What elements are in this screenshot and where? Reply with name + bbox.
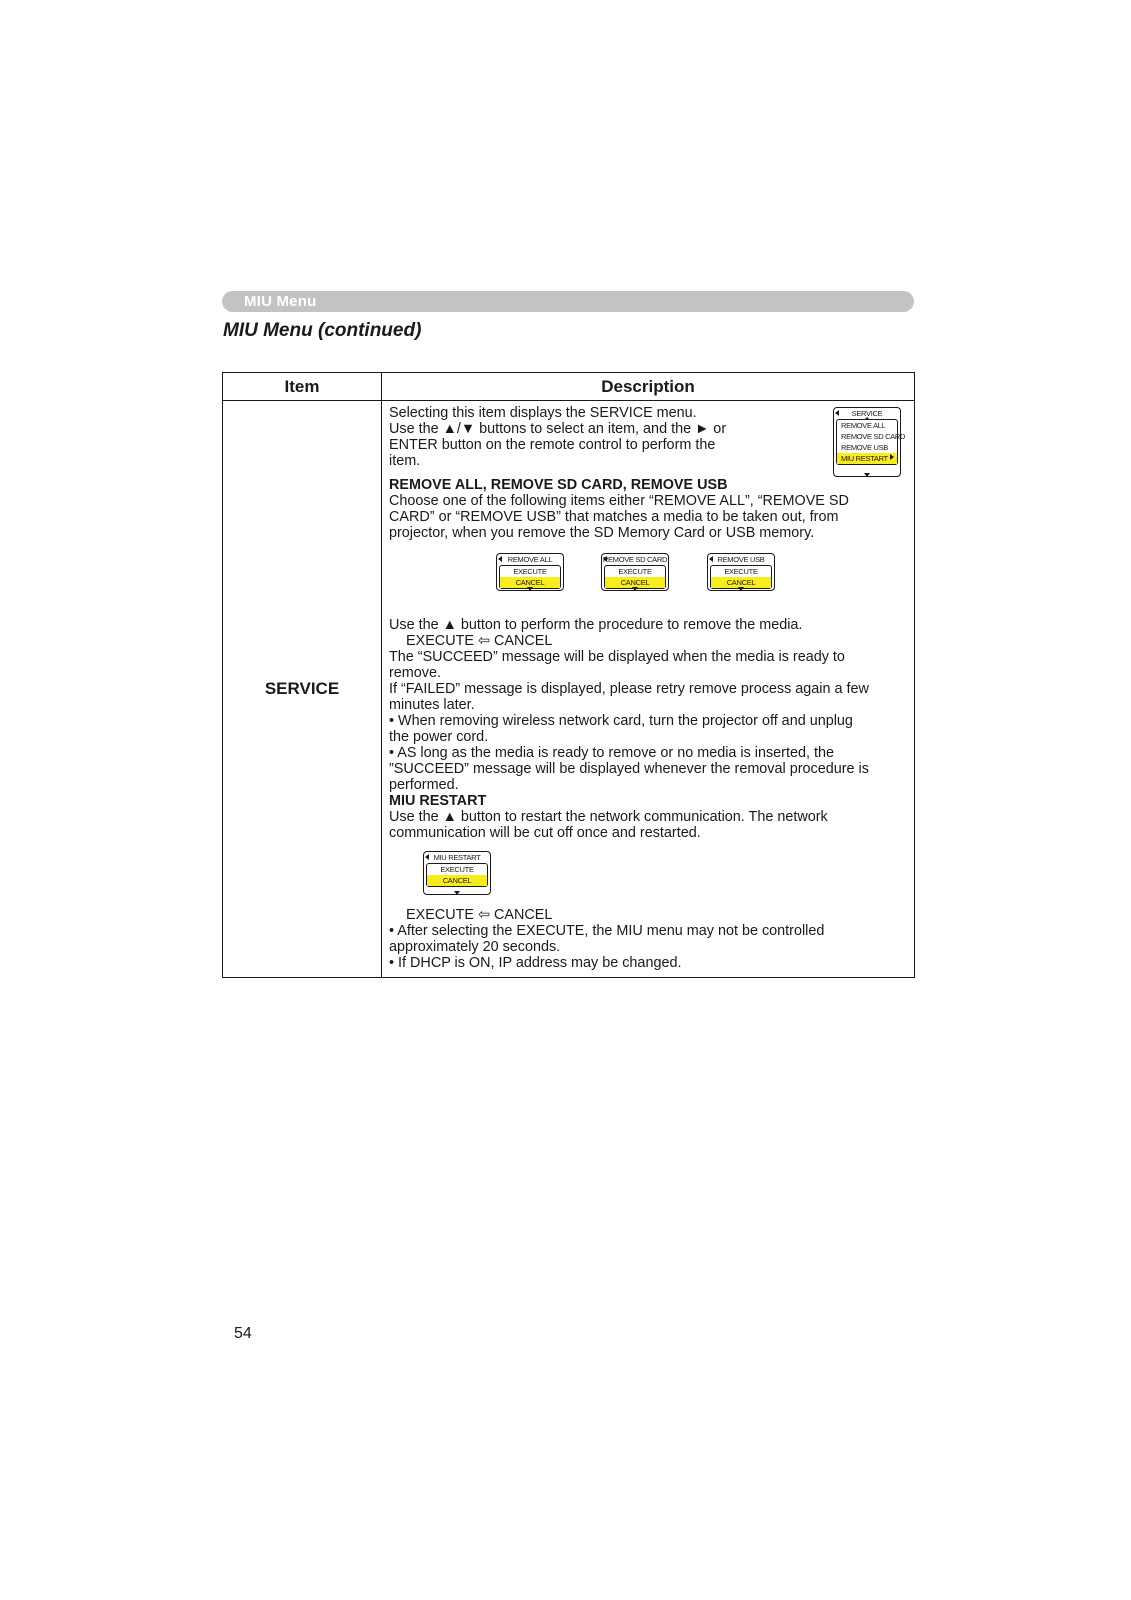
header-description: Description: [382, 373, 915, 401]
remove-body-line: remove.: [389, 665, 441, 681]
down-arrow-icon: [738, 587, 744, 591]
section-banner-label: MIU Menu: [244, 293, 317, 310]
remove-usb-osd-title: REMOVE USB: [708, 554, 774, 565]
table-header-row: [223, 373, 915, 401]
osd-cancel: CANCEL: [427, 875, 487, 886]
osd-cancel: CANCEL: [500, 577, 560, 588]
remove-all-osd-options: [499, 565, 561, 589]
down-arrow-icon: [454, 891, 460, 895]
remove-body-line: • When removing wireless network card, turn the projector off and unplug: [389, 713, 853, 729]
remove-text-line: CARD” or “REMOVE USB” that matches a media to be taken out, from: [389, 509, 839, 525]
osd-item-remove-all: REMOVE ALL: [841, 421, 886, 430]
osd-execute: EXECUTE: [618, 567, 652, 576]
remove-body-line: performed.: [389, 777, 459, 793]
intro-line: item.: [389, 453, 421, 469]
remove-body-line: If “FAILED” message is displayed, please retry remove process again a few: [389, 681, 869, 697]
restart-body-line: • After selecting the EXECUTE, the MIU menu may not be controlled: [389, 923, 825, 939]
intro-line: Use the ▲/▼ buttons to select an item, and the ► or: [389, 421, 727, 437]
service-menu-osd: [833, 407, 906, 477]
remove-usb-osd: [707, 553, 775, 591]
remove-use-line: Use the ▲ button to perform the procedure to remove the media.: [389, 617, 803, 633]
section-banner: [222, 291, 914, 312]
restart-body-line: approximately 20 seconds.: [389, 939, 561, 955]
item-service: SERVICE: [223, 401, 382, 978]
restart-text-line: communication will be cut off once and restarted.: [389, 825, 701, 841]
down-arrow-icon: [632, 587, 638, 591]
osd-execute: EXECUTE: [513, 567, 547, 576]
remove-sd-card-osd-options: [604, 565, 666, 589]
header-item: Item: [223, 373, 382, 401]
remove-all-osd: [496, 553, 564, 591]
remove-body-line: • AS long as the media is ready to remove or no media is inserted, the: [389, 745, 834, 761]
service-osd-title: SERVICE: [834, 408, 900, 419]
remove-text-line: projector, when you remove the SD Memory Card or USB memory.: [389, 525, 815, 541]
osd-item-remove-usb: REMOVE USB: [841, 443, 889, 452]
miu-restart-osd-options: [426, 863, 488, 887]
miu-restart-osd: [423, 851, 491, 895]
remove-exec-cancel: EXECUTE ⇦ CANCEL: [406, 633, 553, 649]
restart-exec-cancel: EXECUTE ⇦ CANCEL: [406, 907, 553, 923]
restart-text-line: Use the ▲ button to restart the network communication. The network: [389, 809, 828, 825]
service-osd-list: [836, 419, 906, 465]
table-row: [223, 401, 915, 978]
restart-heading: MIU RESTART: [389, 793, 487, 809]
intro-block: [389, 405, 908, 469]
osd-item-remove-sd-card: REMOVE SD CARD: [841, 432, 906, 441]
remove-heading: REMOVE ALL, REMOVE SD CARD, REMOVE USB: [389, 477, 728, 493]
osd-cancel: CANCEL: [605, 577, 665, 588]
up-arrow-icon: [864, 417, 870, 420]
remove-body-line: the power cord.: [389, 729, 489, 745]
description-cell: [382, 401, 915, 978]
remove-body-line: ”SUCCEED” message will be displayed whenever the removal procedure is: [389, 761, 869, 777]
osd-item-miu-restart: [837, 453, 897, 464]
osd-execute: EXECUTE: [724, 567, 758, 576]
remove-osd-row: [389, 553, 908, 607]
remove-usb-osd-options: [710, 565, 772, 589]
service-table: [222, 372, 915, 978]
remove-text-line: Choose one of the following items either “REMOVE ALL”, “REMOVE SD: [389, 493, 849, 509]
intro-line: Selecting this item displays the SERVICE menu.: [389, 405, 697, 421]
restart-body-line: • If DHCP is ON, IP address may be changed.: [389, 955, 682, 971]
remove-body-line: The “SUCCEED” message will be displayed when the media is ready to: [389, 649, 845, 665]
page-title: MIU Menu (continued): [223, 320, 422, 341]
remove-sd-card-osd: [601, 553, 669, 591]
down-arrow-icon: [864, 473, 870, 477]
restart-osd-row: [389, 849, 908, 897]
osd-cancel: CANCEL: [711, 577, 771, 588]
remove-body-line: minutes later.: [389, 697, 475, 713]
page-number: 54: [234, 1325, 252, 1342]
down-arrow-icon: [527, 587, 533, 591]
osd-execute: EXECUTE: [440, 865, 474, 874]
osd-item-miu-restart-label: MIU RESTART: [841, 454, 888, 463]
miu-restart-osd-title: MIU RESTART: [424, 852, 490, 863]
remove-sd-card-osd-title: REMOVE SD CARD: [602, 555, 668, 564]
remove-all-osd-title: REMOVE ALL: [497, 554, 563, 565]
right-arrow-icon: [890, 454, 894, 460]
intro-line: ENTER button on the remote control to perform the: [389, 437, 716, 453]
